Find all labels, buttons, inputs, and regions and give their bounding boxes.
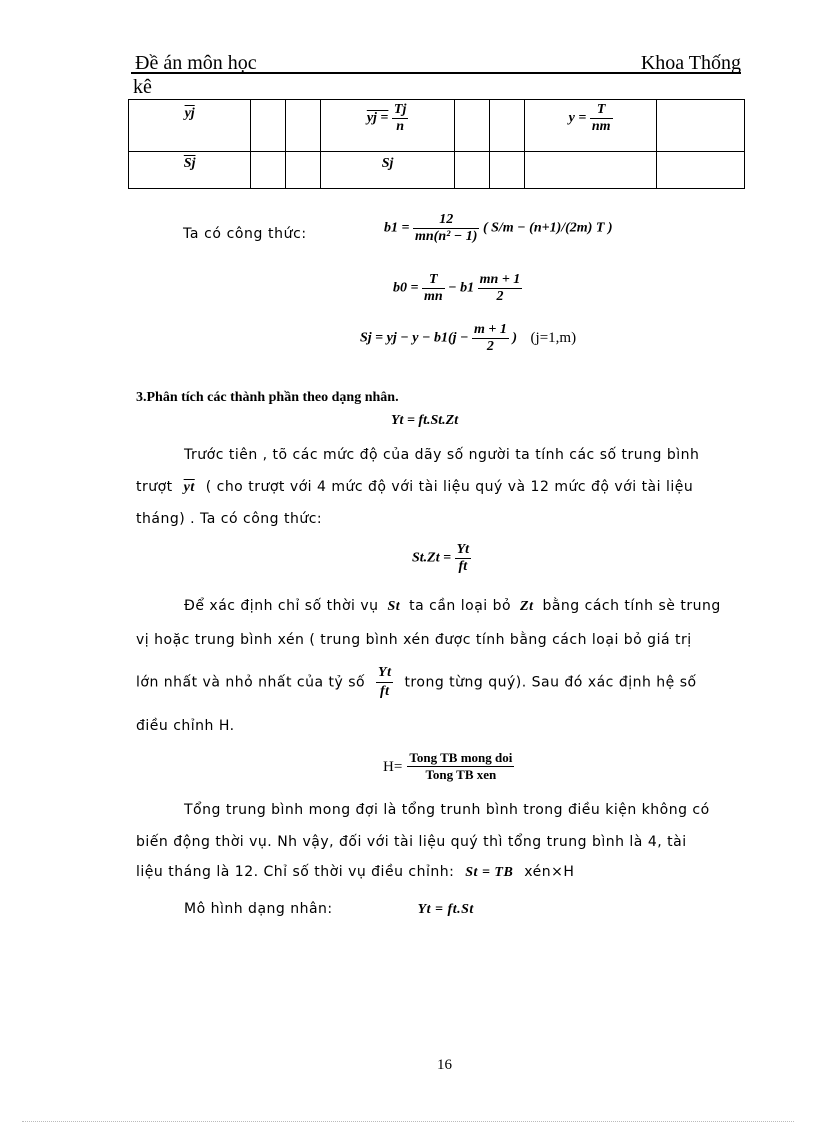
table-cell [455, 100, 490, 152]
paragraph-3c: liệu tháng là 12. Chỉ số thời vụ điều chỉnh: St = TB xén×H [136, 864, 575, 880]
table-cell: y = $\frac{T}{nm}$ [524, 100, 656, 152]
formula-stzt: St.Zt = $\frac{Yt}{ft}$ [412, 542, 470, 574]
formula-h: H= $\frac{\text{Tong TB mong doi}}{\text{Tong TB xen}}$ [383, 750, 513, 782]
table-cell [251, 100, 286, 152]
table-cell [286, 152, 321, 189]
formula-b0: b0 = $\frac{T}{mn}$ − b1 $\frac{mn + 1}{2}$ [393, 272, 521, 304]
section-title: 3.Phân tích các thành phần theo dạng nhân. [136, 390, 399, 405]
paragraph-1c: tháng) . Ta có công thức: [136, 511, 323, 527]
formula-model: Yt = ft.St.Zt [391, 413, 459, 428]
table-cell: $\overline{Sj}$ [129, 152, 251, 189]
table-cell [657, 100, 745, 152]
formula-sj: Sj = yj − y − b1(j − $\frac{m + 1}{2}$ ) (j=1,m) [360, 322, 577, 354]
header-wrap: kê [133, 76, 152, 98]
page-edge [22, 1121, 794, 1122]
paragraph-3b: biến động thời vụ. Nh vậy, đối với tài liệu quý thì tổng trung bình là 4, tài [136, 834, 687, 850]
header-rule [131, 72, 741, 74]
table-cell [251, 152, 286, 189]
table-cell: yj = $\frac{Tj}{n}$ [321, 100, 455, 152]
paragraph-2: Để xác định chỉ số thời vụ St ta cần loại bỏ Zt bằng cách tính sè trung [184, 598, 721, 614]
paragraph-2c: lớn nhất và nhỏ nhất của tỷ số $\frac{Yt}{ft}$ trong từng quý). Sau đó xác định hệ số [136, 665, 697, 699]
table-row [129, 152, 745, 189]
table-row [129, 100, 745, 152]
table-cell: Sj [321, 152, 455, 189]
paragraph-2b: vị hoặc trung bình xén ( trung bình xén được tính bằng cách loại bỏ giá trị [136, 632, 692, 648]
table-cell [657, 152, 745, 189]
paragraph-3: Tổng trung bình mong đợi là tổng trunh bình trong điều kiện không có [184, 802, 710, 818]
paragraph-4: Mô hình dạng nhân: Yt = ft.St [184, 901, 474, 917]
header-right: Khoa Thống [640, 52, 741, 74]
table-cell [286, 100, 321, 152]
formula-intro: Ta có công thức: [183, 226, 307, 242]
table-cell [455, 152, 490, 189]
paragraph-2d: điều chỉnh H. [136, 718, 235, 734]
table-cell [524, 152, 656, 189]
paragraph-1: Trước tiên , tõ các mức độ của dãy số người ta tính các số trung bình [184, 447, 700, 463]
formula-b1: b1 = $\frac{12}{\text{mn(n² − 1)}}$ ( S/m − (n+1)/(2m) T ) [384, 212, 613, 244]
paragraph-1b: trượt $\overline{yt}$ ( cho trượt với 4 mức độ với tài liệu quý và 12 mức độ với tài liệu [136, 479, 694, 495]
table-cell: $\overline{yj}$ [129, 100, 251, 152]
table-cell [489, 152, 524, 189]
page-number: 16 [437, 1057, 452, 1073]
table-cell [489, 100, 524, 152]
summary-table [128, 99, 745, 189]
header-left: Đề án môn học [135, 52, 257, 74]
